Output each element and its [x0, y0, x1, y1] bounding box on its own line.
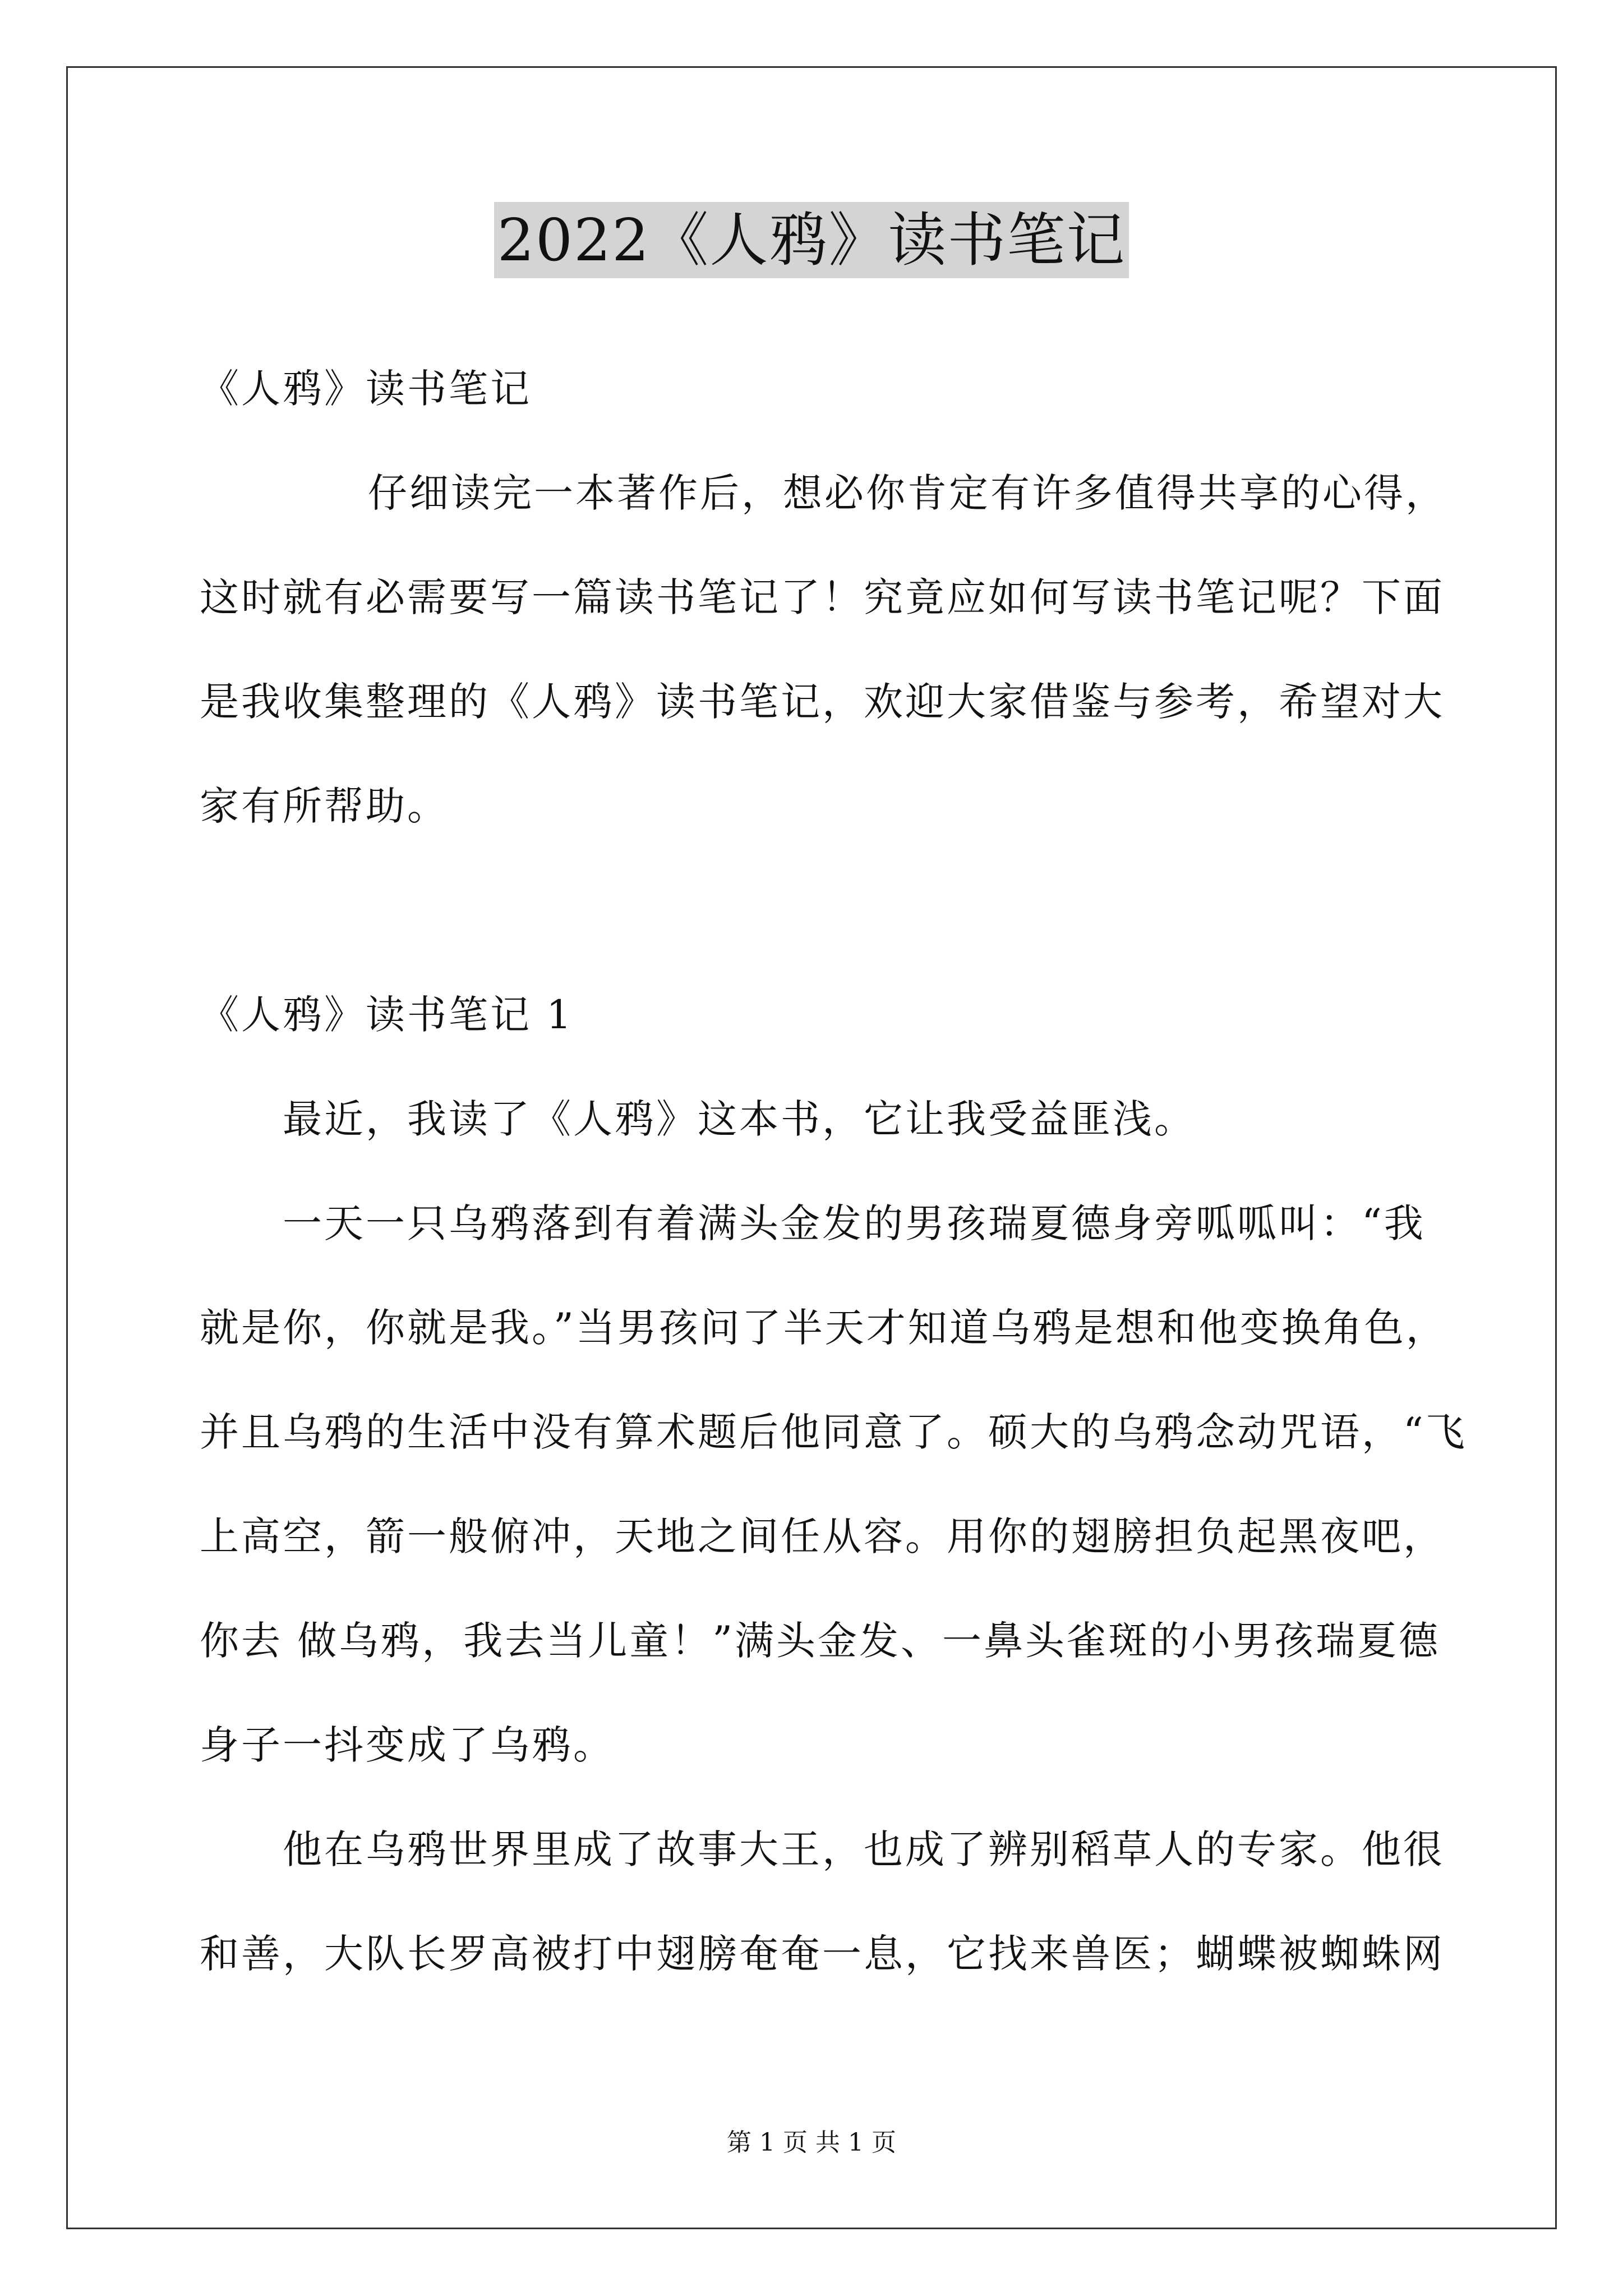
- section-heading: 《人鸦》读书笔记: [200, 366, 532, 412]
- page-footer: 第 1 页 共 1 页: [727, 2128, 896, 2157]
- paragraph-line: 上高空，箭一般俯冲，天地之间任从容。用你的翅膀担负起黑夜吧，: [200, 1513, 1445, 1559]
- paragraph-line: 仔细读完一本著作后，想必你肯定有许多值得共享的心得，: [368, 470, 1447, 516]
- paragraph-line: 并且乌鸦的生活中没有算术题后他同意了。硕大的乌鸦念动咒语，“飞: [200, 1409, 1467, 1455]
- paragraph-line: 一天一只乌鸦落到有着满头金发的男孩瑞夏德身旁呱呱叫：“我: [283, 1200, 1426, 1246]
- paragraph-line: 家有所帮助。: [200, 783, 449, 829]
- document-title: 2022《人鸦》读书笔记: [494, 202, 1129, 278]
- paragraph-line: 身子一抖变成了乌鸦。: [200, 1722, 615, 1768]
- paragraph-line: 是我收集整理的《人鸦》读书笔记，欢迎大家借鉴与参考，希望对大: [200, 679, 1445, 725]
- paragraph-line: 和善，大队长罗高被打中翅膀奄奄一息，它找来兽医；蝴蝶被蜘蛛网: [200, 1931, 1445, 1977]
- paragraph-line: 你去 做乌鸦，我去当儿童！”满头金发、一鼻头雀斑的小男孩瑞夏德: [200, 1618, 1441, 1664]
- section-heading: 《人鸦》读书笔记 1: [200, 992, 574, 1038]
- document-body: [200, 337, 1467, 2006]
- paragraph-line: 这时就有必需要写一篇读书笔记了！究竟应如何写读书笔记呢？下面: [200, 574, 1445, 620]
- paragraph-line: 最近，我读了《人鸦》这本书，它让我受益匪浅。: [283, 1096, 1196, 1142]
- title-container: [0, 202, 1623, 278]
- spacer: [200, 858, 1445, 963]
- paragraph-line: 就是你，你就是我。”当男孩问了半天才知道乌鸦是想和他变换角色，: [200, 1305, 1447, 1351]
- paragraph-line: 他在乌鸦世界里成了故事大王，也成了辨别稻草人的专家。他很: [283, 1826, 1445, 1872]
